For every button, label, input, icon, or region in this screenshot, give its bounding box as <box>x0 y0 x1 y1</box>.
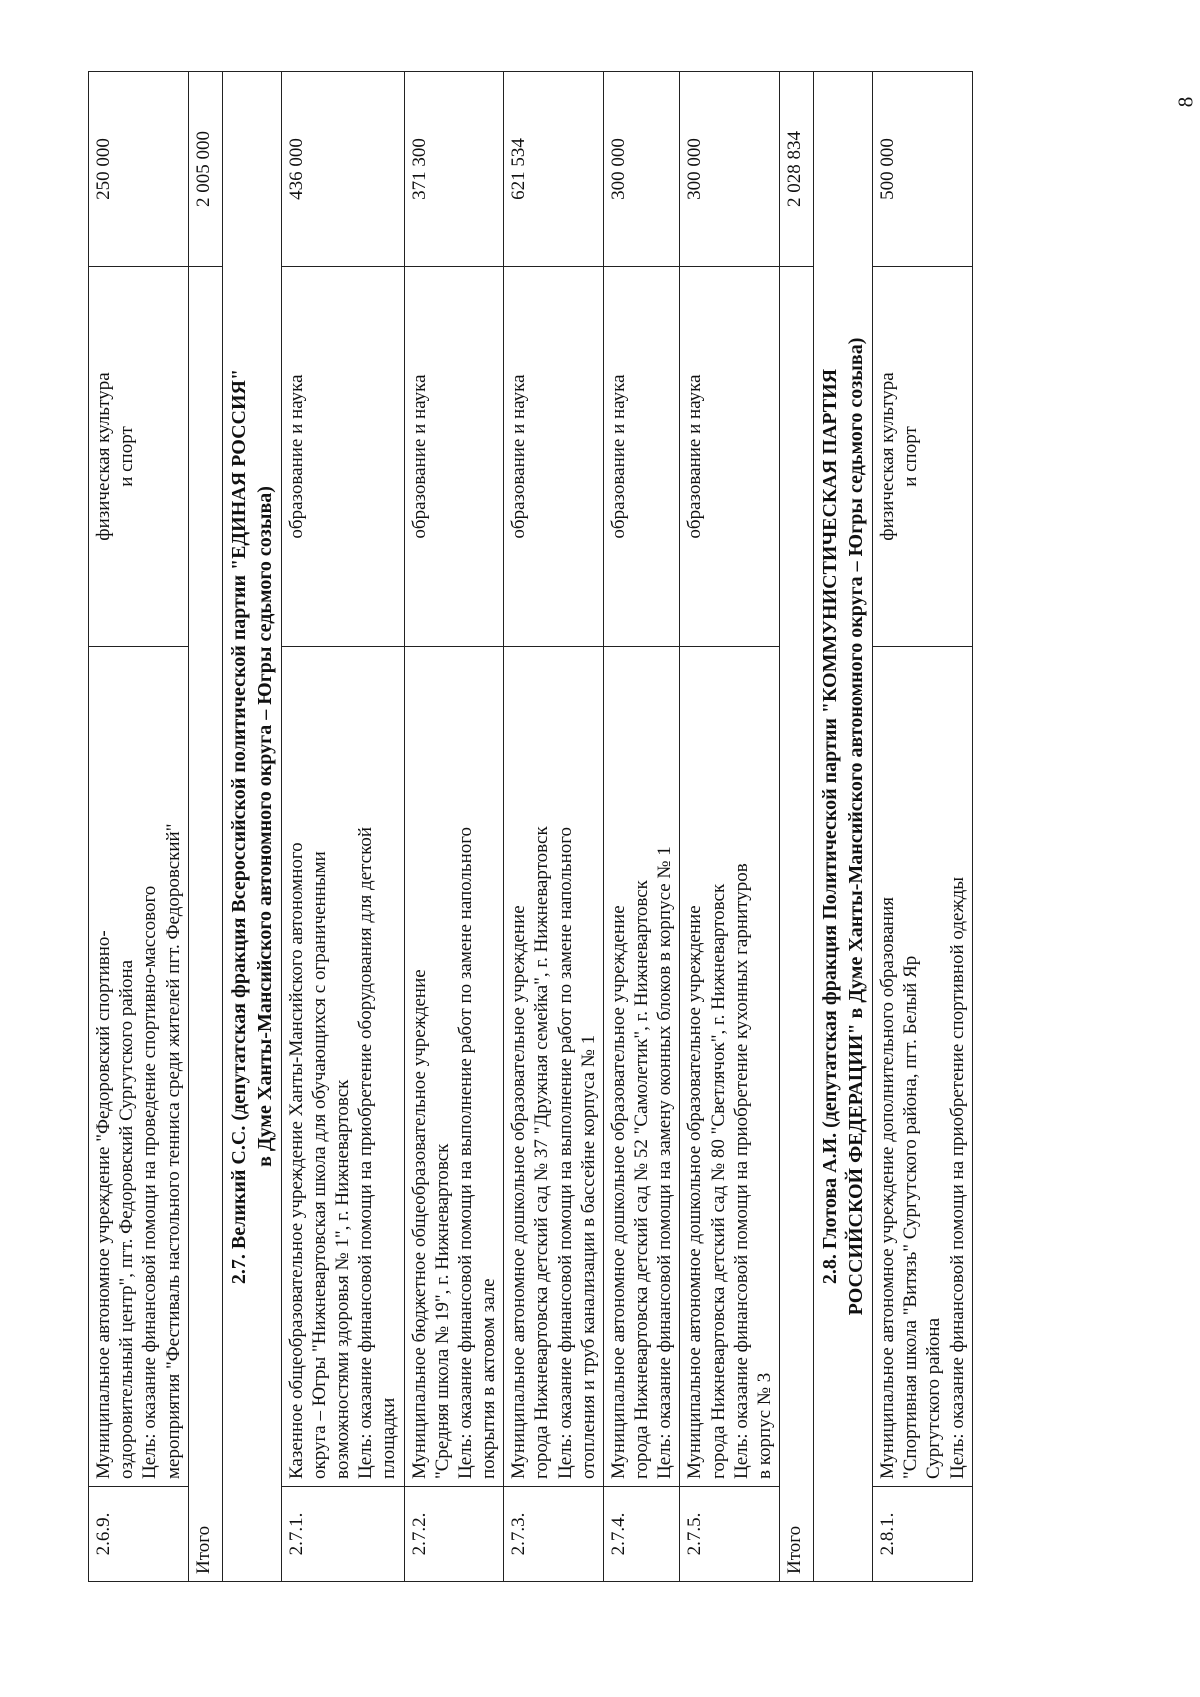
description-line: отопления и труб канализации в бассейне корпуса № 1 <box>577 1034 599 1479</box>
budget-section <box>873 267 973 647</box>
description-line: "Средняя школа № 19", г. Нижневартовск <box>431 1143 453 1479</box>
budget-section <box>89 267 189 647</box>
row-number: 2.7.3. <box>504 1487 604 1582</box>
amount: 621 534 <box>504 72 604 267</box>
description-line: Цель: оказание финансовой помощи на приобретение оборудования для детской <box>355 826 377 1479</box>
amount: 250 000 <box>89 72 189 267</box>
description-line: Цель: оказание финансовой помощи на приобретение кухонных гарнитуров <box>730 863 752 1479</box>
recipient-description <box>89 647 189 1487</box>
total-amount: 2 028 834 <box>780 72 814 267</box>
description-line: Цель: оказание финансовой помощи на проведение спортивно-массового <box>139 885 161 1479</box>
description-line: Муниципальное автономное учреждение "Федоровский спортивно- <box>93 930 114 1479</box>
budget-section <box>504 267 604 647</box>
description-line: Сургутского района <box>923 1318 945 1479</box>
description-line: возможностями здоровья № 1", г. Нижневартовск <box>332 1079 354 1479</box>
section-heading <box>814 72 873 1582</box>
table-row <box>89 72 189 1582</box>
recipient-description <box>680 647 780 1487</box>
row-number: 2.7.4. <box>603 1487 680 1582</box>
table-row <box>873 72 973 1582</box>
description-line: округа – Югры "Нижневартовская школа для обучающихся с ограниченными <box>308 851 330 1479</box>
recipient-description <box>873 647 973 1487</box>
description-line: Цель: оказание финансовой помощи на замену оконных блоков в корпусе № 1 <box>654 846 676 1479</box>
table-row <box>680 72 780 1582</box>
description-line: Казенное общеобразовательное учреждение Ханты-Мансийского автономного <box>285 842 307 1479</box>
description-line: Цель: оказание финансовой помощи на выполнение работ по замене напольного <box>454 826 476 1479</box>
section-line: образование и наука <box>508 374 530 539</box>
section-line: образование и наука <box>607 374 629 539</box>
section-heading-row <box>222 72 281 1582</box>
section-line: и спорт <box>116 426 138 487</box>
section-heading <box>222 72 281 1582</box>
amount: 300 000 <box>603 72 680 267</box>
section-heading-row <box>814 72 873 1582</box>
description-line: Муниципальное автономное учреждение дополнительного образования <box>877 897 899 1479</box>
table-row <box>404 72 504 1582</box>
total-row <box>780 72 814 1582</box>
funding-table <box>88 71 973 1582</box>
description-line: Муниципальное бюджетное общеобразовательное учреждение <box>408 969 430 1479</box>
description-line: "Спортивная школа "Витязь" Сургутского района, пгт. Белый Яр <box>900 955 922 1479</box>
section-line: физическая культура <box>93 372 114 541</box>
description-line: города Нижневартовска детский сад № 52 "Самолетик", г. Нижневартовск <box>631 880 653 1479</box>
recipient-description <box>281 647 404 1487</box>
total-amount: 2 005 000 <box>188 72 222 267</box>
description-line: города Нижневартовска детский сад № 80 "Светлячок", г. Нижневартовск <box>707 883 729 1479</box>
description-line: Муниципальное автономное дошкольное образовательное учреждение <box>607 905 629 1479</box>
budget-section <box>404 267 504 647</box>
table-row <box>603 72 680 1582</box>
row-number: 2.7.5. <box>680 1487 780 1582</box>
row-number: 2.7.2. <box>404 1487 504 1582</box>
budget-section <box>680 267 780 647</box>
total-label: Итого <box>780 267 814 1582</box>
description-line: Цель: оказание финансовой помощи на выполнение работ по замене напольного <box>554 826 576 1479</box>
amount: 500 000 <box>873 72 973 267</box>
heading-line: 2.7. Великий С.С. (депутатская фракция Всероссийской политической партии "ЕДИНАЯ РОССИЯ" <box>227 368 250 1285</box>
page-number: 8 <box>1173 96 1198 108</box>
description-line: оздоровительный центр", пгт. Федоровский Сургутского района <box>116 959 138 1479</box>
description-line: мероприятия "Фестиваль настольного тенниса среди жителей пгт. Федоровский" <box>162 823 184 1479</box>
heading-line: 2.8. Глотова А.И. (депутатская фракция Политической партии "КОММУНИСТИЧЕСКАЯ ПАРТИЯ <box>819 368 842 1285</box>
section-line: физическая культура <box>877 372 899 541</box>
rotated-page-content <box>88 72 1180 1582</box>
recipient-description <box>404 647 504 1487</box>
description-line: города Нижневартовска детский сад № 37 "Дружная семейка", г. Нижневартовск <box>531 826 553 1479</box>
description-line: площадки <box>378 1397 400 1479</box>
amount: 436 000 <box>281 72 404 267</box>
section-line: образование и наука <box>285 374 307 539</box>
section-line: образование и наука <box>408 374 430 539</box>
description-line: Муниципальное автономное дошкольное образовательное учреждение <box>508 905 530 1479</box>
description-line: в корпус № 3 <box>753 1372 775 1479</box>
section-line: и спорт <box>900 426 922 487</box>
row-number: 2.6.9. <box>89 1487 189 1582</box>
total-label: Итого <box>188 267 222 1582</box>
amount: 300 000 <box>680 72 780 267</box>
section-line: образование и наука <box>684 374 706 539</box>
budget-section <box>281 267 404 647</box>
row-number: 2.7.1. <box>281 1487 404 1582</box>
heading-line: РОССИЙСКОЙ ФЕДЕРАЦИИ" в Думе Ханты-Мансийского автономного округа – Югры седьмого созыва) <box>845 337 868 1316</box>
row-number: 2.8.1. <box>873 1487 973 1582</box>
description-line: покрытия в актовом зале <box>478 1278 500 1479</box>
description-line: Муниципальное автономное дошкольное образовательное учреждение <box>684 905 706 1479</box>
heading-line: в Думе Ханты-Мансийского автономного округа – Югры седьмого созыва) <box>253 486 276 1167</box>
table-row <box>281 72 404 1582</box>
description-line: Цель: оказание финансовой помощи на приобретение спортивной одежды <box>946 876 968 1479</box>
budget-section <box>603 267 680 647</box>
total-row <box>188 72 222 1582</box>
amount: 371 300 <box>404 72 504 267</box>
recipient-description <box>603 647 680 1487</box>
table-row <box>504 72 604 1582</box>
recipient-description <box>504 647 604 1487</box>
